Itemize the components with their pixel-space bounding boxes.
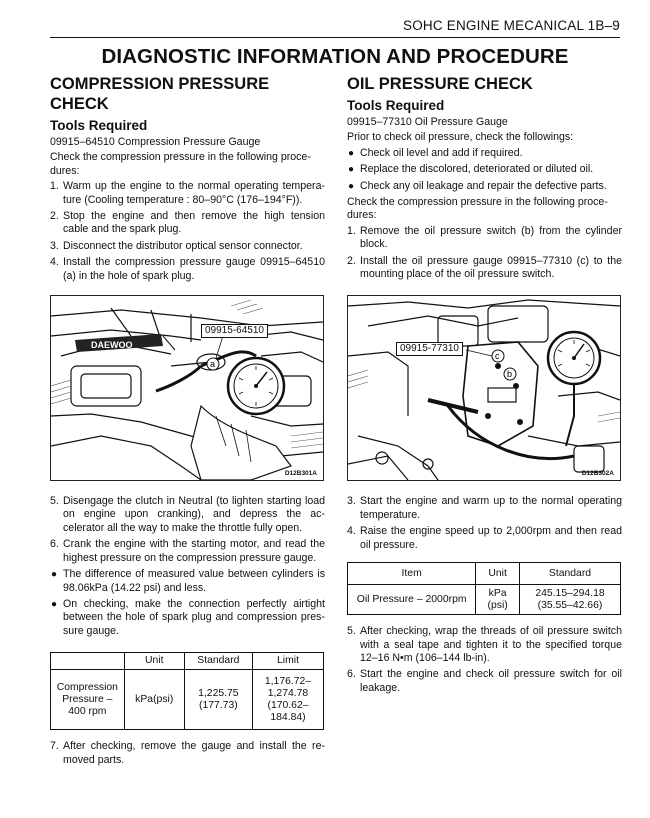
compression-gauge-figure <box>50 295 324 481</box>
table-cell: 1,225.75 (177.73) <box>184 670 252 730</box>
note-text: Check any oil leakage and repair the defective parts. <box>360 179 607 192</box>
list-item <box>347 525 622 552</box>
compression-tool: 09915–64510 Compression Pressure Gauge <box>50 136 261 148</box>
step-text: Disengage the clutch in Neutral (to lighten starting load on engine upon cranking), and depress the ac- celerator all the way to make the throttle fully open. <box>63 495 325 534</box>
step-number: 6. <box>347 668 356 681</box>
step-text: Start the engine and warm up to the normal operating temperature. <box>360 495 622 521</box>
marker-b: b <box>507 369 513 380</box>
table-header-row <box>51 653 324 670</box>
list-item <box>50 568 325 595</box>
list-item <box>50 240 325 253</box>
figure-code: D12B301A <box>284 470 317 478</box>
step-number: 1. <box>50 180 59 193</box>
list-item <box>50 538 325 565</box>
table-cell: 245.15–294.18 (35.55–42.66) <box>519 585 620 615</box>
oil-tool: 09915–77310 Oil Pressure Gauge <box>347 116 508 128</box>
table-cell: Compression Pressure – 400 rpm <box>51 670 125 730</box>
oil-pressure-spec-table <box>347 562 621 615</box>
table-row <box>348 585 621 615</box>
tool-number-callout: 09915-64510 <box>201 324 268 338</box>
step-number: 1. <box>347 224 356 237</box>
brand-label: DAEWOO <box>91 340 133 351</box>
compression-spec-table <box>50 652 324 730</box>
oil-prechecks <box>347 147 622 193</box>
table-header: Unit <box>124 653 184 670</box>
table-header: Standard <box>519 563 620 585</box>
list-item <box>50 210 325 237</box>
step-text: Install the compression pressure gauge 09915–64510 (a) in the hole of spark plug. <box>63 256 325 282</box>
table-header: Unit <box>476 563 520 585</box>
compression-section-title: COMPRESSION PRESSURE CHECK <box>50 75 270 113</box>
step-text: Remove the oil pressure switch (b) from the cylinder block. <box>360 224 622 251</box>
step-text: Warm up the engine to the normal operating tempera- ture (Cooling temperature : 80–90°C (176–194°F)). <box>63 180 325 206</box>
oil-steps-a <box>347 225 622 282</box>
running-header: SOHC ENGINE MECANICAL 1B–9 <box>402 18 620 33</box>
step-text: After checking, wrap the threads of oil pressure switch with a seal tape and tighten it to the specified torque 12–16 N•m (106–144 lb-in). <box>360 625 622 664</box>
oil-steps-b <box>347 495 622 552</box>
oil-steps-c <box>347 625 622 695</box>
compression-intro: Check the compression pressure in the following proce- dures: <box>50 151 311 177</box>
table-cell: kPa (psi) <box>476 585 520 615</box>
table-cell: Oil Pressure – 2000rpm <box>348 585 476 615</box>
tool-number-callout: 09915-77310 <box>396 342 463 356</box>
note-text: The difference of measured value between cylinders is 98.06kPa (14.22 psi) and less. <box>63 568 325 594</box>
table-header <box>51 653 125 670</box>
compression-steps-a <box>50 180 325 283</box>
step-number: 7. <box>50 740 59 753</box>
bullet-icon: ● <box>348 180 355 192</box>
note-text: Check oil level and add if required. <box>360 146 523 159</box>
oil-pressure-column <box>347 74 622 698</box>
list-item <box>50 495 325 535</box>
list-item <box>50 598 325 638</box>
compression-notes <box>50 568 325 638</box>
list-item <box>50 256 325 283</box>
compression-steps-b <box>50 495 325 565</box>
step-text: Raise the engine speed up to 2,000rpm and then read oil pressure. <box>360 525 622 551</box>
step-number: 4. <box>347 525 356 538</box>
list-item <box>50 740 325 767</box>
list-item <box>50 180 325 207</box>
step-text: Install the oil pressure gauge 09915–77310 (c) to the mounting place of the oil pressure switch. <box>360 254 622 281</box>
marker-c: c <box>495 351 500 362</box>
list-item <box>347 255 622 282</box>
table-header: Limit <box>253 653 324 670</box>
step-number: 3. <box>347 495 356 508</box>
engine-illustration <box>51 296 323 480</box>
step-text: Disconnect the distributor optical sensor connector. <box>63 239 303 252</box>
table-header-row <box>348 563 621 585</box>
page-title: DIAGNOSTIC INFORMATION AND PROCEDURE <box>101 45 569 68</box>
step-text: After checking, remove the gauge and install the re- moved parts. <box>63 740 325 766</box>
oil-gauge-figure <box>347 295 621 481</box>
step-number: 2. <box>347 254 356 267</box>
bullet-icon: ● <box>348 147 355 159</box>
header-rule <box>50 37 620 38</box>
note-text: On checking, make the connection perfectly airtight between the hole of spark plug and compression pres- sure gauge. <box>63 597 325 637</box>
list-item <box>347 668 622 695</box>
step-number: 2. <box>50 210 59 223</box>
list-item <box>347 495 622 522</box>
table-cell: 1,176.72– 1,274.78 (170.62– 184.84) <box>253 670 324 730</box>
bullet-icon: ● <box>348 164 355 176</box>
marker-a: a <box>210 359 216 370</box>
step-text: Stop the engine and then remove the high tension cable and the spark plug. <box>63 210 325 236</box>
step-number: 5. <box>50 495 59 508</box>
note-text: Replace the discolored, deteriorated or diluted oil. <box>360 163 594 176</box>
compression-steps-c <box>50 740 325 767</box>
bullet-icon: ● <box>51 598 58 610</box>
oil-intro: Prior to check oil pressure, check the followings: <box>347 131 574 144</box>
list-item <box>347 147 622 160</box>
compression-tools-heading: Tools Required <box>50 118 148 133</box>
table-row <box>51 670 324 730</box>
bullet-icon: ● <box>51 569 58 581</box>
compression-column <box>50 74 325 770</box>
table-cell: kPa(psi) <box>124 670 184 730</box>
list-item <box>347 163 622 176</box>
list-item <box>347 180 622 193</box>
step-text: Start the engine and check oil pressure switch for oil leakage. <box>360 668 622 694</box>
oil-section-title: OIL PRESSURE CHECK <box>347 75 533 93</box>
list-item <box>347 225 622 252</box>
step-number: 6. <box>50 538 59 551</box>
step-number: 4. <box>50 256 59 269</box>
step-number: 5. <box>347 625 356 638</box>
oil-intro-2: Check the compression pressure in the following proce- dures: <box>347 196 608 222</box>
page-header <box>0 0 650 40</box>
oil-tools-heading: Tools Required <box>347 98 445 113</box>
table-header: Item <box>348 563 476 585</box>
table-header: Standard <box>184 653 252 670</box>
figure-code: D12B302A <box>581 470 614 478</box>
list-item <box>347 625 622 665</box>
step-number: 3. <box>50 239 59 252</box>
step-text: Crank the engine with the starting motor, and read the highest pressure on the compression pressure gauge. <box>63 538 325 564</box>
oil-gauge-illustration <box>348 296 620 480</box>
